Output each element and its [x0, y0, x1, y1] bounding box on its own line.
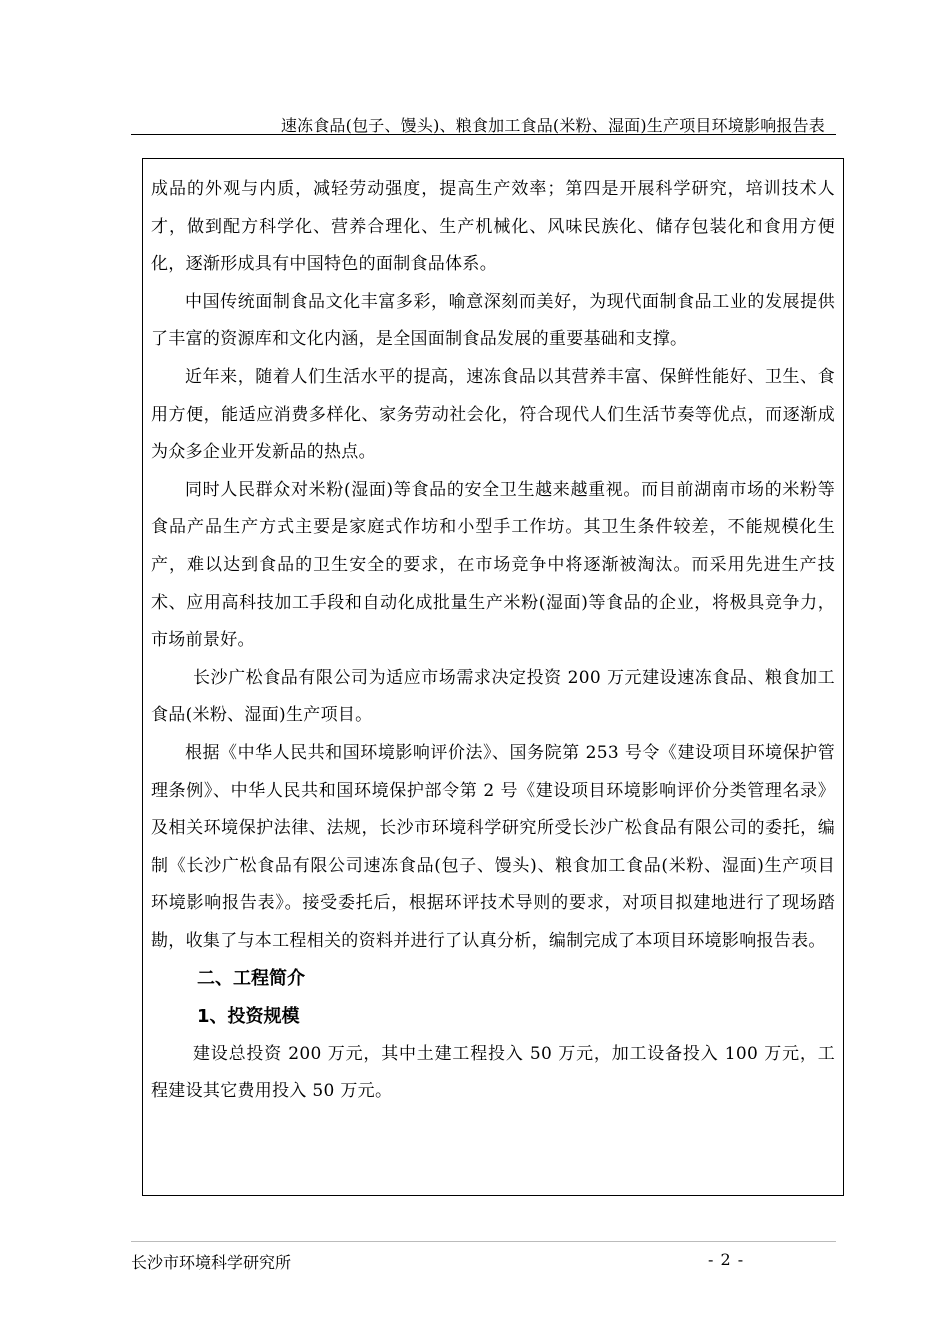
document-header-title: 速冻食品(包子、馒头)、粮食加工食品(米粉、湿面)生产项目环境影响报告表	[280, 116, 825, 135]
paragraph-recent-years: 近年来，随着人们生活水平的提高，速冻食品以其营养丰富、保鲜性能好、卫生、食用方便，能适应消费多样化、家务劳动社会化，符合现代人们生活节奏等优点，而逐渐成为众多企业开发新品的热点。	[151, 366, 835, 463]
report-content-frame	[142, 158, 844, 1196]
paragraph-food-safety: 同时人民群众对米粉(湿面)等食品的安全卫生越来越重视。而目前湖南市场的米粉等食品产品生产方式主要是家庭式作坊和小型手工作坊。其卫生条件较差，不能规模化生产，难以达到食品的卫生安全的要求，在市场竞争中将逐渐被淘汰。而采用先进生产技术、应用高科技加工手段和自动化成批量生产米粉(湿面)等食品的企业，将极具竞争力，市场前景好。	[151, 479, 835, 651]
paragraph-continued: 成品的外观与内质，减轻劳动强度，提高生产效率；第四是开展科学研究，培训技术人才，做到配方科学化、营养合理化、生产机械化、风味民族化、储存包装化和食用方便化，逐渐形成具有中国特色的面制食品体系。	[151, 179, 835, 275]
paragraph-traditional-culture: 中国传统面制食品文化丰富多彩，喻意深刻而美好，为现代面制食品工业的发展提供了丰富的资源库和文化内涵，是全国面制食品发展的重要基础和支撑。	[151, 291, 835, 350]
paragraph-investment-detail: 建设总投资 200 万元，其中土建工程投入 50 万元，加工设备投入 100 万元，工程建设其它费用投入 50 万元。	[151, 1043, 835, 1102]
footer-organization: 长沙市环境科学研究所	[131, 1253, 292, 1272]
page-number: - 2 -	[708, 1250, 745, 1269]
header-divider	[131, 134, 836, 135]
footer-divider	[131, 1241, 836, 1242]
paragraph-legal-basis: 根据《中华人民共和国环境影响评价法》、国务院第 253 号令《建设项目环境保护管理条例》、中华人民共和国环境保护部令第 2 号《建设项目环境影响评价分类管理名录》及相关环境保护法律、法规，长沙市环境科学研究所受长沙广松食品有限公司的委托，编制《长沙广松食品有限公司速冻食品(包子、馒头)、粮食加工食品(米粉、湿面)生产项目环境影响报告表》。接受委托后，根据环评技术导则的要求，对项目拟建地进行了现场踏勘，收集了与本工程相关的资料并进行了认真分析，编制完成了本项目环境影响报告表。	[151, 742, 835, 951]
subsection-heading-investment: 1、投资规模	[197, 1006, 300, 1028]
paragraph-company-investment: 长沙广松食品有限公司为适应市场需求决定投资 200 万元建设速冻食品、粮食加工食品(米粉、湿面)生产项目。	[151, 667, 835, 726]
section-heading-project-intro: 二、工程简介	[197, 968, 305, 990]
